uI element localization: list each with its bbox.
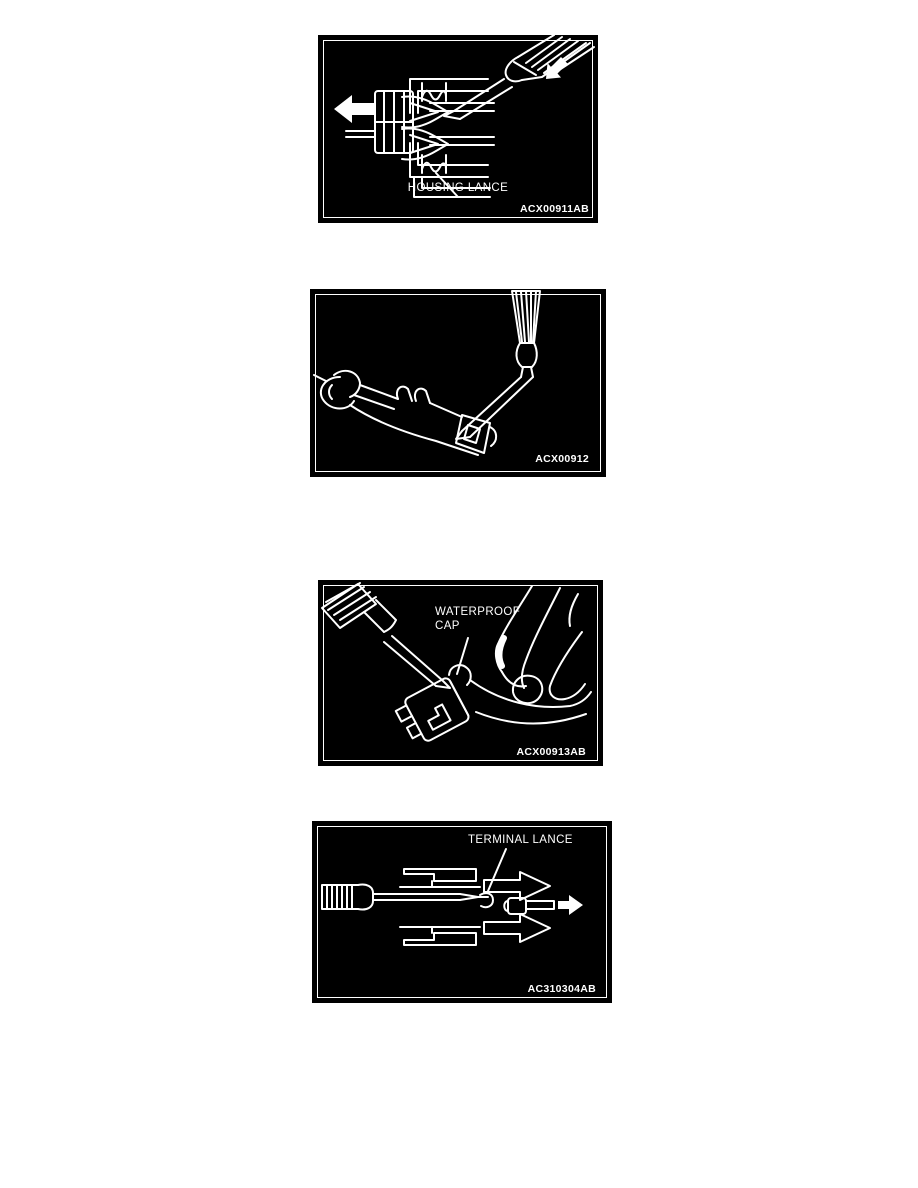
- terminal-lance-illustration: [312, 821, 612, 1003]
- figure-caption: HOUSING LANCE: [407, 182, 509, 194]
- seal-ribs: [375, 91, 413, 153]
- figure-id-code: ACX00911AB: [520, 203, 589, 215]
- figure-terminal-lance: [312, 821, 612, 1003]
- terminal: [504, 898, 554, 914]
- figure-housing-lance: [318, 35, 598, 223]
- terminal: [314, 371, 496, 455]
- figure-caption: TERMINAL LANCE: [468, 834, 573, 846]
- figure-terminal-pick: [310, 289, 606, 477]
- connector: [393, 677, 470, 748]
- arrow-right-icon: [558, 895, 583, 915]
- figure-id-code: AC310304AB: [527, 983, 596, 995]
- waterproof-cap: [449, 665, 471, 685]
- connector-housing: [400, 869, 550, 945]
- arrow-left-icon: [334, 95, 374, 123]
- figure-id-code: ACX00912: [535, 453, 589, 465]
- figure-caption: WATERPROOF CAP: [435, 606, 521, 633]
- leader-line: [488, 849, 506, 891]
- connector-housing: [402, 79, 494, 197]
- figure-waterproof-cap: [318, 580, 603, 766]
- arrow-down-left-icon: [546, 57, 568, 79]
- figure-id-code: ACX00913AB: [516, 746, 586, 758]
- screwdriver: [444, 35, 594, 119]
- screwdriver: [322, 884, 488, 909]
- terminal-pick-illustration: [310, 289, 606, 477]
- terminal-lance: [480, 893, 493, 907]
- pick-tool: [322, 583, 450, 688]
- wires: [346, 131, 375, 137]
